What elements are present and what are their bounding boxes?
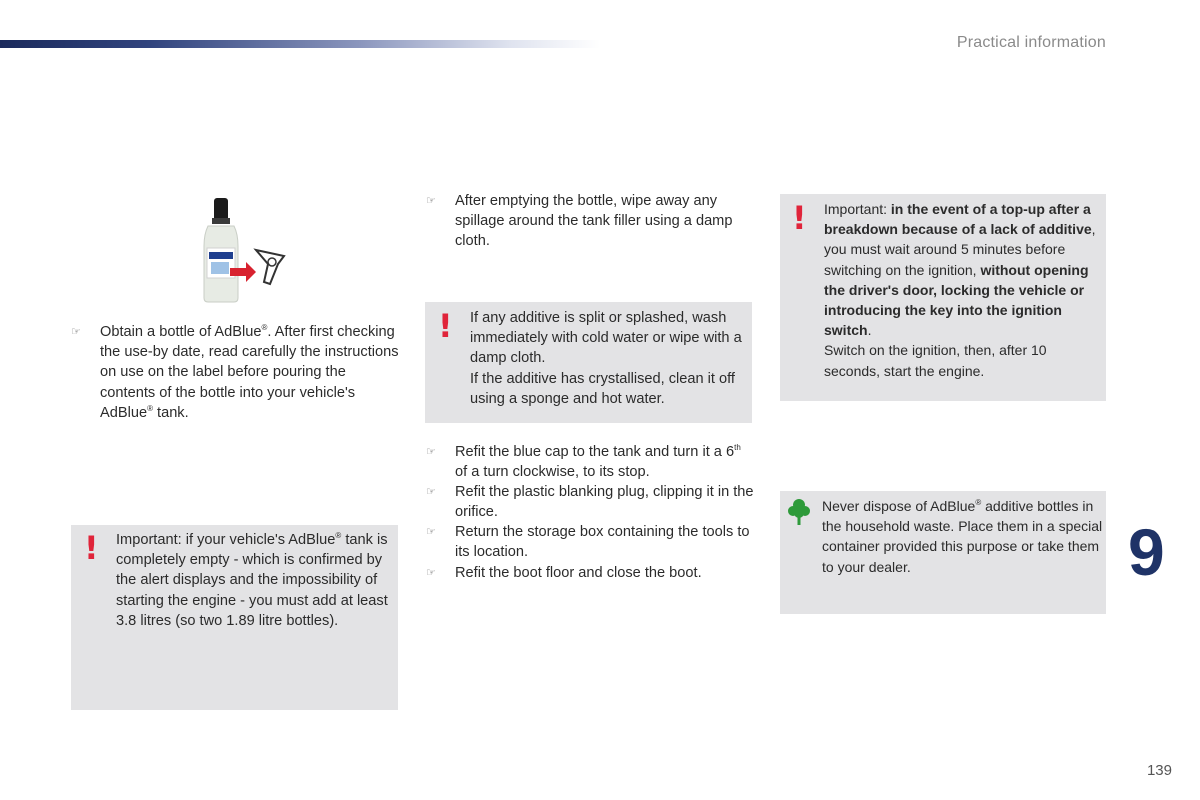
instruction-text: Refit the plastic blanking plug, clipping it in the orifice. xyxy=(455,484,754,521)
hand-pointer-icon: ☞ xyxy=(426,526,436,538)
hand-pointer-icon: ☞ xyxy=(71,326,81,338)
hand-pointer-icon: ☞ xyxy=(426,446,436,458)
refit-cap-instruction xyxy=(426,442,754,482)
refit-plug-instruction xyxy=(426,482,754,522)
warning-line: If the additive has crystallised, clean it off using a sponge and hot water. xyxy=(470,370,735,407)
hand-pointer-icon: ☞ xyxy=(426,486,436,498)
exclamation-icon: ! xyxy=(84,529,99,567)
instruction-text: Return the storage box containing the tools to its location. xyxy=(455,524,750,561)
hand-pointer-icon: ☞ xyxy=(426,195,436,207)
obtain-bottle-instruction xyxy=(71,322,401,423)
instruction-text: After emptying the bottle, wipe away any spillage around the tank filler using a damp cloth. xyxy=(455,193,733,250)
exclamation-icon: ! xyxy=(438,307,453,345)
refit-floor-instruction xyxy=(426,563,754,583)
section-title: Practical information xyxy=(956,34,1106,51)
exclamation-icon: ! xyxy=(792,199,807,237)
warning-line: Switch on the ignition, then, after 10 seconds, start the engine. xyxy=(824,342,1047,379)
wipe-spillage-instruction xyxy=(426,191,754,252)
return-box-instruction xyxy=(426,522,754,562)
hand-pointer-icon: ☞ xyxy=(426,567,436,579)
tree-icon xyxy=(788,498,810,526)
warning-breakdown-text xyxy=(824,199,1102,381)
warning-line: Important: in the event of a top-up after a breakdown because of a lack of additive, you must wait around 5 minutes before switching on the ignition, without opening the driver's door, locking the vehicle or introducing the key into the ignition switch. xyxy=(824,201,1096,339)
warning-empty-tank-text: Important: if your vehicle's AdBlue® tank is completely empty - which is confirmed by the alert displays and the impossibility of starting the engine - you must add at least 3.8 litres (so two 1.89 litre bottles). xyxy=(116,531,388,629)
adblue-bottle-icon xyxy=(190,190,290,305)
warning-line: If any additive is split or splashed, wash immediately with cold water or wipe with a damp cloth. xyxy=(470,310,742,367)
warning-spill-text xyxy=(470,308,750,409)
instruction-text: Refit the blue cap to the tank and turn it a 6th of a turn clockwise, to its stop. xyxy=(455,443,741,481)
environment-text: Never dispose of AdBlue® additive bottles in the household waste. Place them in a special container provided this purpose or take them to your dealer. xyxy=(822,498,1103,575)
page-number: 139 xyxy=(1146,762,1172,779)
instruction-text: Obtain a bottle of AdBlue®. After first checking the use-by date, read carefully the instructions on use on the label before pouring the contents of the bottle into your vehicle's AdBlue® tank. xyxy=(100,323,399,421)
header-gradient-bar xyxy=(0,40,600,48)
chapter-number: 9 xyxy=(1128,515,1165,589)
instruction-text: Refit the boot floor and close the boot. xyxy=(455,565,702,581)
